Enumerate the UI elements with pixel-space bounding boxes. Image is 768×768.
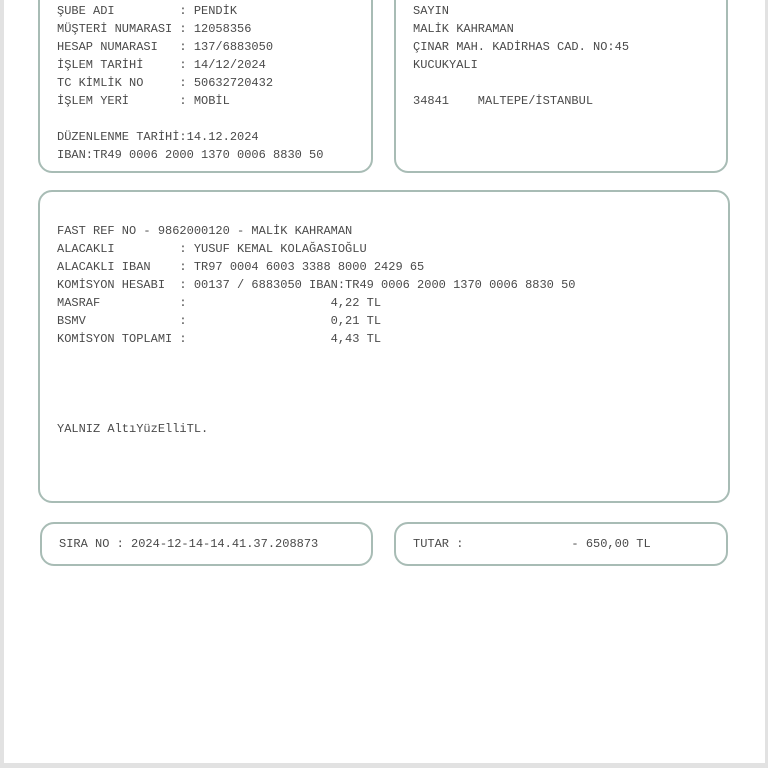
screen-edge-bottom [0, 763, 768, 768]
blank-line [57, 384, 728, 402]
payee-iban-line: ALACAKLI IBAN : TR97 0004 6003 3388 8000 2429 65 [57, 260, 425, 274]
fee-line: MASRAF : 4,22 TL [57, 296, 382, 310]
account-info-box [38, 0, 373, 173]
branch-name-line: ŞUBE ADI : PENDİK [57, 4, 238, 18]
transaction-place-line: İŞLEM YERİ : MOBİL [57, 94, 230, 108]
fast-ref-line: FAST REF NO - 9862000120 - MALİK KAHRAMAN [57, 224, 353, 238]
screen-edge-left [0, 0, 4, 768]
issue-date-line: DÜZENLENME TARİHİ:14.12.2024 [57, 130, 259, 144]
address-district-line: KUCUKYALI [413, 58, 478, 72]
transaction-date-line: İŞLEM TARİHİ : 14/12/2024 [57, 58, 266, 72]
serial-number-line: SIRA NO : 2024-12-14-14.41.37.208873 [59, 537, 319, 551]
blank-line [57, 366, 728, 384]
salutation-line: SAYIN [413, 4, 450, 18]
transaction-details-box [38, 190, 730, 503]
recipient-name-line: MALİK KAHRAMAN [413, 22, 514, 36]
payee-line: ALACAKLI : YUSUF KEMAL KOLAĞASIOĞLU [57, 242, 367, 256]
amount-in-words-line: YALNIZ AltıYüzElliTL. [57, 422, 209, 436]
customer-number-line: MÜŞTERİ NUMARASI : 12058356 [57, 22, 252, 36]
tc-id-line: TC KİMLİK NO : 50632720432 [57, 76, 274, 90]
address-street-line: ÇINAR MAH. KADİRHAS CAD. NO:45 [413, 40, 630, 54]
recipient-address-box [394, 0, 728, 173]
blank-line [57, 402, 728, 420]
address-city-line: 34841 MALTEPE/İSTANBUL [413, 94, 594, 108]
sender-iban-line: IBAN:TR49 0006 2000 1370 0006 8830 50 [57, 148, 324, 162]
blank-line [57, 348, 728, 366]
commission-account-line: KOMİSYON HESABI : 00137 / 6883050 IBAN:TR49 0006 2000 1370 0006 8830 50 [57, 278, 576, 292]
blank-line [413, 74, 726, 92]
account-number-line: HESAP NUMARASI : 137/6883050 [57, 40, 274, 54]
bsmv-tax-line: BSMV : 0,21 TL [57, 314, 382, 328]
serial-number-box [40, 522, 373, 566]
commission-total-line: KOMİSYON TOPLAMI : 4,43 TL [57, 332, 382, 346]
blank-line [57, 110, 371, 128]
total-amount-line: TUTAR : - 650,00 TL [413, 537, 651, 551]
total-amount-box [394, 522, 728, 566]
